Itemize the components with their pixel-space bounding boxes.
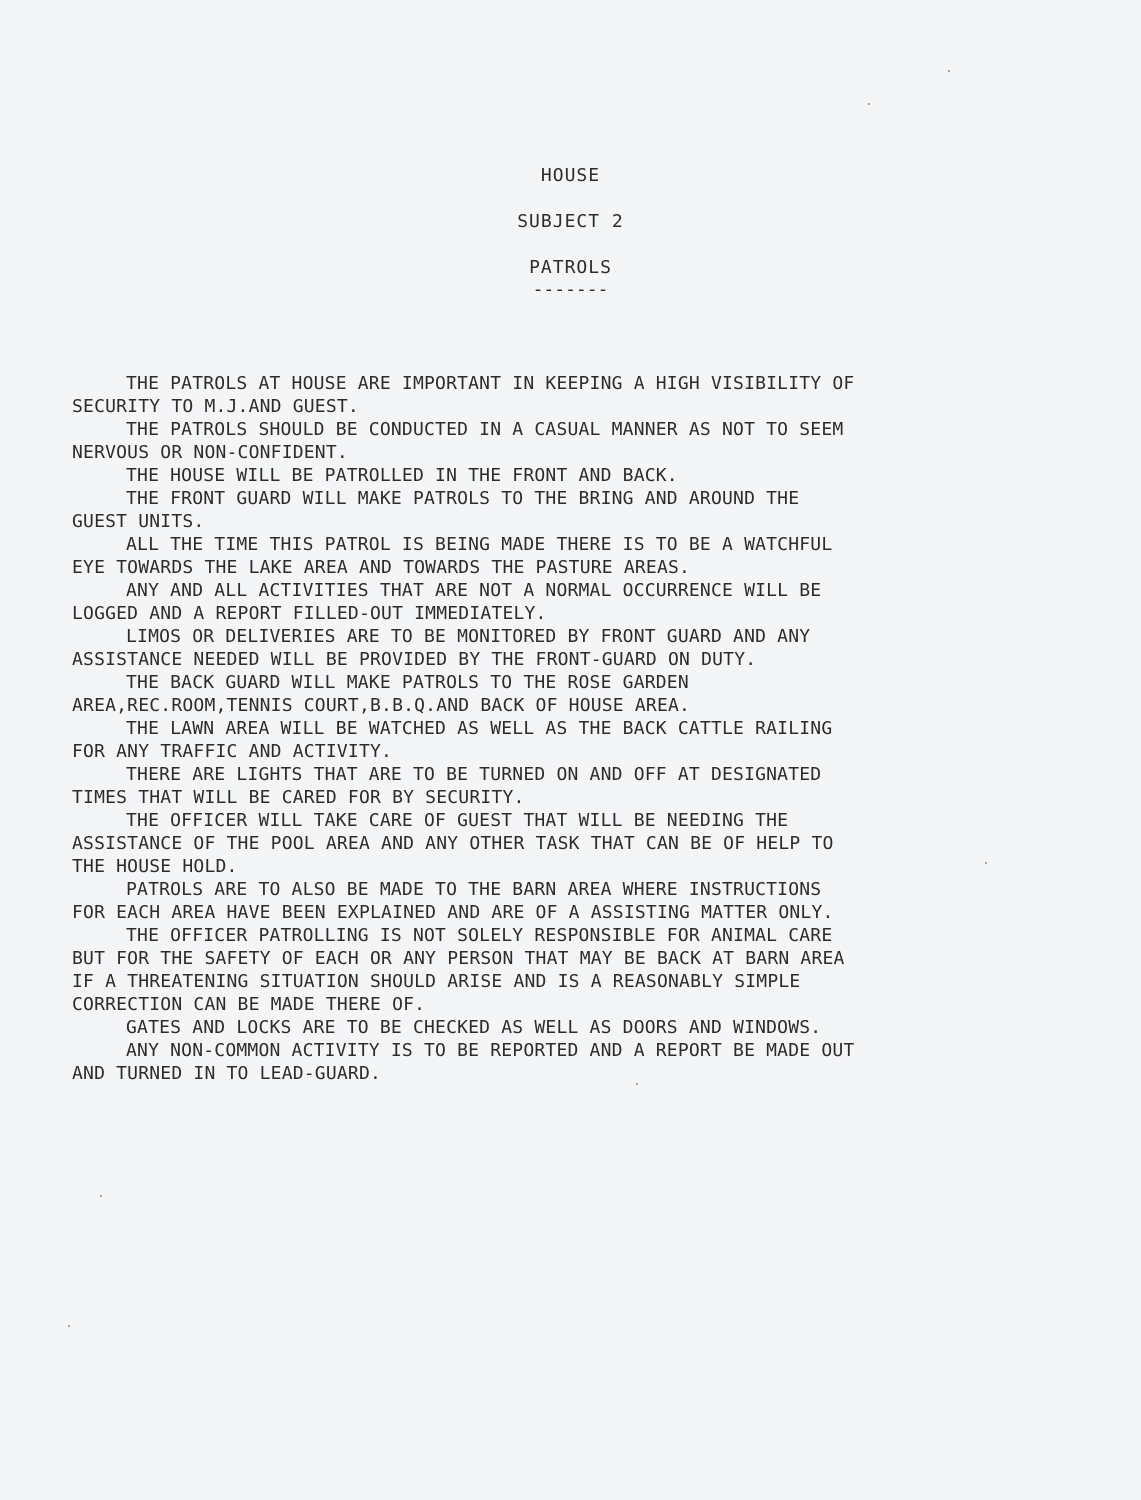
paper-speck <box>68 1325 70 1327</box>
body-line: TIMES THAT WILL BE CARED FOR BY SECURITY. <box>72 787 525 808</box>
body-line: ASSISTANCE NEEDED WILL BE PROVIDED BY THE FRONT-GUARD ON DUTY. <box>72 649 757 670</box>
heading-patrols: PATROLS <box>529 257 612 278</box>
body-line: THERE ARE LIGHTS THAT ARE TO BE TURNED ON AND OFF AT DESIGNATED <box>126 764 822 785</box>
body-line: THE HOUSE HOLD. <box>72 856 238 877</box>
body-line: THE BACK GUARD WILL MAKE PATROLS TO THE ROSE GARDEN <box>126 672 689 693</box>
body-line: GUEST UNITS. <box>72 511 205 532</box>
body-line: LOGGED AND A REPORT FILLED-OUT IMMEDIATELY. <box>72 603 547 624</box>
body-line: NERVOUS OR NON-CONFIDENT. <box>72 442 348 463</box>
body-line: CORRECTION CAN BE MADE THERE OF. <box>72 994 426 1015</box>
body-line: SECURITY TO M.J.AND GUEST. <box>72 396 359 417</box>
body-line: THE OFFICER PATROLLING IS NOT SOLELY RESPONSIBLE FOR ANIMAL CARE <box>126 925 833 946</box>
heading-house: HOUSE <box>540 165 601 186</box>
body-line: THE PATROLS AT HOUSE ARE IMPORTANT IN KEEPING A HIGH VISIBILITY OF <box>126 373 855 394</box>
body-line: THE PATROLS SHOULD BE CONDUCTED IN A CASUAL MANNER AS NOT TO SEEM <box>126 419 844 440</box>
body-line: ANY AND ALL ACTIVITIES THAT ARE NOT A NORMAL OCCURRENCE WILL BE <box>126 580 822 601</box>
body-line: PATROLS ARE TO ALSO BE MADE TO THE BARN AREA WHERE INSTRUCTIONS <box>126 879 822 900</box>
paper-speck <box>868 103 870 105</box>
body-line: THE OFFICER WILL TAKE CARE OF GUEST THAT WILL BE NEEDING THE <box>126 810 789 831</box>
body-line: LIMOS OR DELIVERIES ARE TO BE MONITORED BY FRONT GUARD AND ANY <box>126 626 811 647</box>
heading-underline: ------- <box>532 279 609 300</box>
body-line: ANY NON-COMMON ACTIVITY IS TO BE REPORTED AND A REPORT BE MADE OUT <box>126 1040 855 1061</box>
body-line: AREA,REC.ROOM,TENNIS COURT,B.B.Q.AND BACK OF HOUSE AREA. <box>72 695 691 716</box>
body-line: IF A THREATENING SITUATION SHOULD ARISE AND IS A REASONABLY SIMPLE <box>72 971 801 992</box>
body-line: FOR EACH AREA HAVE BEEN EXPLAINED AND ARE OF A ASSISTING MATTER ONLY. <box>72 902 834 923</box>
body-line: GATES AND LOCKS ARE TO BE CHECKED AS WELL AS DOORS AND WINDOWS. <box>126 1017 822 1038</box>
paper-speck <box>985 862 987 864</box>
body-line: AND TURNED IN TO LEAD-GUARD. <box>72 1063 382 1084</box>
body-line: FOR ANY TRAFFIC AND ACTIVITY. <box>72 741 393 762</box>
body-line: BUT FOR THE SAFETY OF EACH OR ANY PERSON THAT MAY BE BACK AT BARN AREA <box>72 948 845 969</box>
paper-speck <box>948 70 950 72</box>
body-line: ALL THE TIME THIS PATROL IS BEING MADE THERE IS TO BE A WATCHFUL <box>126 534 833 555</box>
body-line: THE HOUSE WILL BE PATROLLED IN THE FRONT AND BACK. <box>126 465 678 486</box>
body-line: THE LAWN AREA WILL BE WATCHED AS WELL AS THE BACK CATTLE RAILING <box>126 718 833 739</box>
document-body <box>72 372 1047 1085</box>
body-line: EYE TOWARDS THE LAKE AREA AND TOWARDS THE PASTURE AREAS. <box>72 557 691 578</box>
body-line: ASSISTANCE OF THE POOL AREA AND ANY OTHER TASK THAT CAN BE OF HELP TO <box>72 833 834 854</box>
heading-subject: SUBJECT 2 <box>517 211 624 232</box>
paper-speck <box>636 1083 638 1085</box>
body-line: THE FRONT GUARD WILL MAKE PATROLS TO THE BRING AND AROUND THE <box>126 488 800 509</box>
paper-speck <box>100 1195 102 1197</box>
